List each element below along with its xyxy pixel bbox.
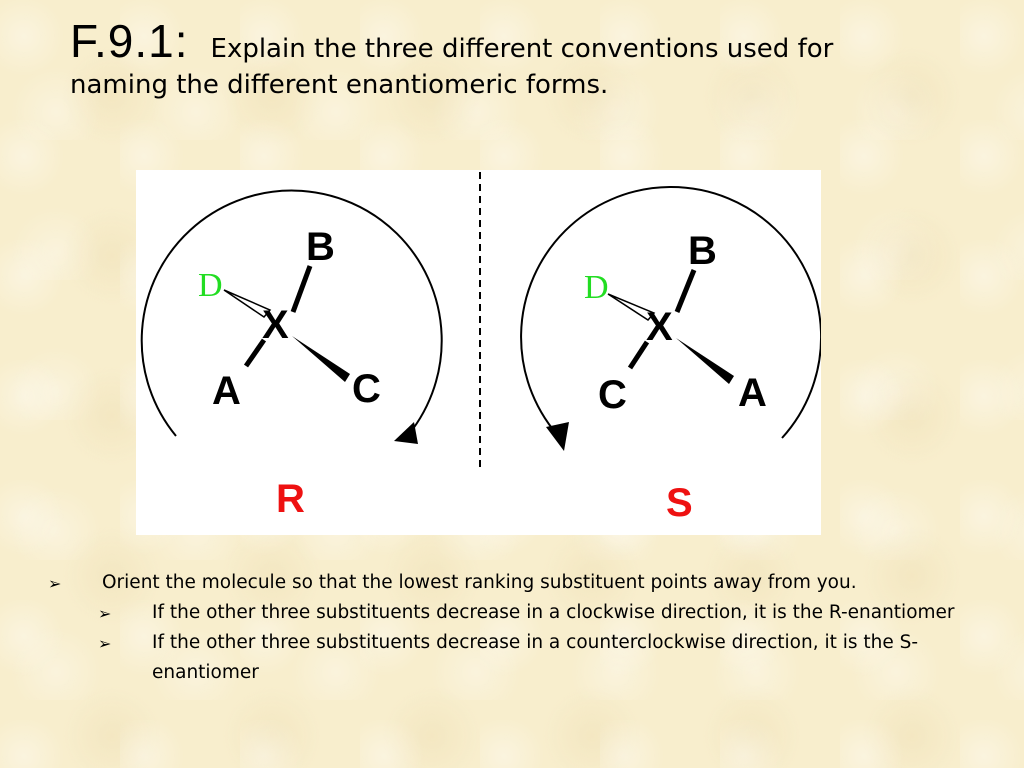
bullet-sub-1-text: If the other three substituents decrease in a clockwise direction, it is the R-enantiomer	[152, 602, 955, 623]
config-label-s: S	[666, 481, 693, 525]
bond-to-c	[630, 342, 647, 368]
atom-bottom-right: C	[352, 367, 381, 411]
atom-bottom-left: C	[598, 373, 627, 417]
config-label-r: R	[276, 477, 305, 521]
bullet-arrow-icon: ➢	[98, 634, 112, 653]
bullet-main	[44, 568, 1004, 598]
enantiomer-diagram	[136, 170, 821, 535]
atom-bottom-left: A	[212, 369, 241, 413]
bullet-arrow-icon: ➢	[98, 604, 112, 623]
bullet-list	[44, 568, 1004, 688]
bullet-arrow-icon: ➢	[48, 574, 62, 593]
bullet-main-text: Orient the molecule so that the lowest ranking substituent points away from you.	[102, 572, 857, 593]
left-molecule	[142, 191, 442, 521]
bullet-sub-2-text: If the other three substituents decrease in a counterclockwise direction, it is the S-enantiomer	[152, 632, 919, 683]
bullet-sub-1	[44, 598, 1004, 628]
slide-title	[70, 14, 970, 100]
title-line-2: naming the different enantiomeric forms.	[70, 70, 609, 100]
atom-d: D	[198, 267, 223, 304]
right-molecule	[521, 187, 821, 525]
bullet-sub-2	[44, 628, 1004, 688]
bond-to-b	[293, 266, 310, 312]
bond-to-b	[677, 270, 694, 312]
atom-b: B	[306, 225, 335, 269]
atom-bottom-right: A	[738, 371, 767, 415]
atom-b: B	[688, 229, 717, 273]
atom-x: X	[262, 303, 289, 347]
rotation-arrow-clockwise	[142, 191, 442, 440]
wedge-bond-to-c	[292, 336, 350, 382]
enantiomer-diagram-svg	[136, 170, 821, 535]
atom-x: X	[646, 305, 673, 349]
wedge-bond-to-a	[676, 338, 734, 384]
arrowhead-clockwise	[394, 422, 418, 444]
title-code: F.9.1:	[70, 15, 189, 67]
title-line-1: Explain the three different conventions used for	[210, 34, 834, 64]
arrowhead-counterclockwise	[546, 422, 569, 451]
atom-d: D	[584, 269, 609, 306]
